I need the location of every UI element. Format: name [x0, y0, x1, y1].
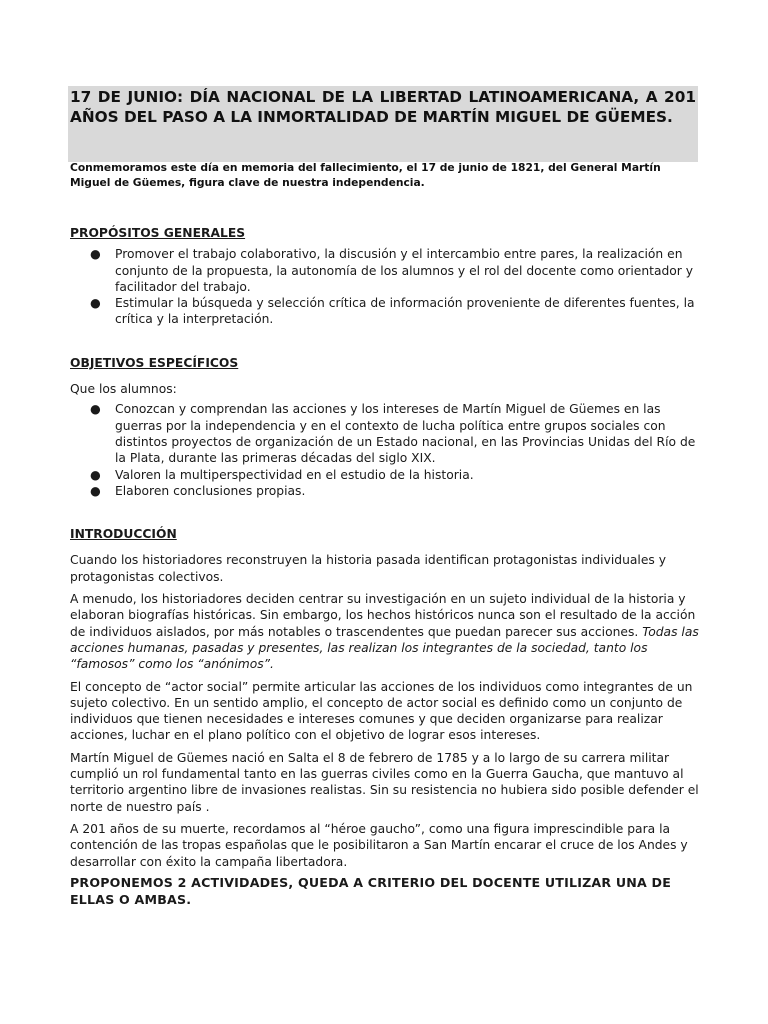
- bullet-icon: ●: [90, 296, 101, 311]
- section-heading-introduccion: INTRODUCCIÓN: [70, 527, 177, 542]
- document-body: [70, 225, 700, 908]
- page-title: 17 DE JUNIO: DÍA NACIONAL DE LA LIBERTAD LATINOAMERICANA, A 201 AÑOS DEL PASO A LA INMORTALIDAD DE MARTÍN MIGUEL DE GÜEMES.: [70, 88, 696, 126]
- closing-statement: PROPONEMOS 2 ACTIVIDADES, QUEDA A CRITERIO DEL DOCENTE UTILIZAR UNA DE ELLAS O AMBAS.: [70, 874, 672, 907]
- bullet-icon: ●: [90, 247, 101, 262]
- list-item: ● Elaboren conclusiones propias.: [90, 483, 306, 498]
- propositos-list: [70, 246, 700, 327]
- section-heading-propositos: PROPÓSITOS GENERALES: [70, 226, 246, 240]
- list-item: ● Valoren la multiperspectividad en el estudio de la historia.: [90, 467, 474, 482]
- list-item: ● Estimular la búsqueda y selección crítica de información proveniente de diferentes fuentes, la crítica y la interpretación.: [90, 296, 695, 327]
- intro-paragraph-4: Martín Miguel de Güemes nació en Salta el 8 de febrero de 1785 y a lo largo de su carrera militar cumplió un rol fundamental tanto en las guerras civiles como en la Guerra Gaucha, que mantuvo al territorio argentino libre de invasiones realistas. Sin su resistencia no hubiera sido posible defender el norte de nuestro país .: [70, 750, 699, 814]
- page-subtitle: Conmemoramos este día en memoria del fallecimiento, el 17 de junio de 1821, del General Martín Miguel de Güemes, figura clave de nuestra independencia.: [70, 161, 661, 189]
- bullet-icon: ●: [90, 467, 101, 482]
- title-banner: [68, 86, 698, 162]
- intro-paragraph-2: A menudo, los historiadores deciden centrar su investigación en un sujeto individual de la historia y elaboran biografías históricas. Sin embargo, los hechos históricos nunca son el resultado de la acción de individuos aislados, por más notables o trascendentes que puedan parecer sus acciones. Todas las acciones humanas, pasadas y presentes, las realizan los integrantes de la sociedad, tanto los “famosos” como los “anónimos”.: [70, 592, 699, 672]
- intro-paragraph-3: El concepto de “actor social” permite articular las acciones de los individuos como integrantes de un sujeto colectivo. En un sentido amplio, el concepto de actor social es definido como un conjunto de individuos que tienen necesidades e intereses comunes y que deciden organizarse para realizar acciones, luchar en el plano político con el objetivo de lograr esos intereses.: [70, 679, 693, 743]
- section-heading-objetivos: OBJETIVOS ESPECÍFICOS: [70, 355, 239, 370]
- intro-paragraph-1: Cuando los historiadores reconstruyen la historia pasada identifican protagonistas individuales y protagonistas colectivos.: [70, 553, 666, 584]
- objetivos-intro: Que los alumnos:: [70, 382, 177, 397]
- bullet-icon: ●: [90, 402, 101, 417]
- bullet-icon: ●: [90, 483, 101, 498]
- intro-paragraph-2-italic: Todas las acciones humanas, pasadas y presentes, las realizan los integrantes de la sociedad, tanto los “famosos” como los “anónimos”.: [70, 624, 699, 672]
- list-item: ● Conozcan y comprendan las acciones y los intereses de Martín Miguel de Güemes en las guerras por la independencia y en el contexto de lucha política entre grupos sociales con distintos proyectos de organización de un Estado nacional, en las Provincias Unidas del Río de la Plata, durante las primeras décadas del siglo XIX.: [90, 402, 696, 466]
- objetivos-list: [70, 401, 700, 499]
- intro-paragraph-5: A 201 años de su muerte, recordamos al “héroe gaucho”, como una figura imprescindible para la contención de las tropas españolas que le posibilitaron a San Martín encarar el cruce de los Andes y desarrollar con éxito la campaña libertadora.: [70, 821, 688, 869]
- list-item: ● Promover el trabajo colaborativo, la discusión y el intercambio entre pares, la realización en conjunto de la propuesta, la autonomía de los alumnos y el rol del docente como orientador y facilitador del trabajo.: [90, 247, 694, 294]
